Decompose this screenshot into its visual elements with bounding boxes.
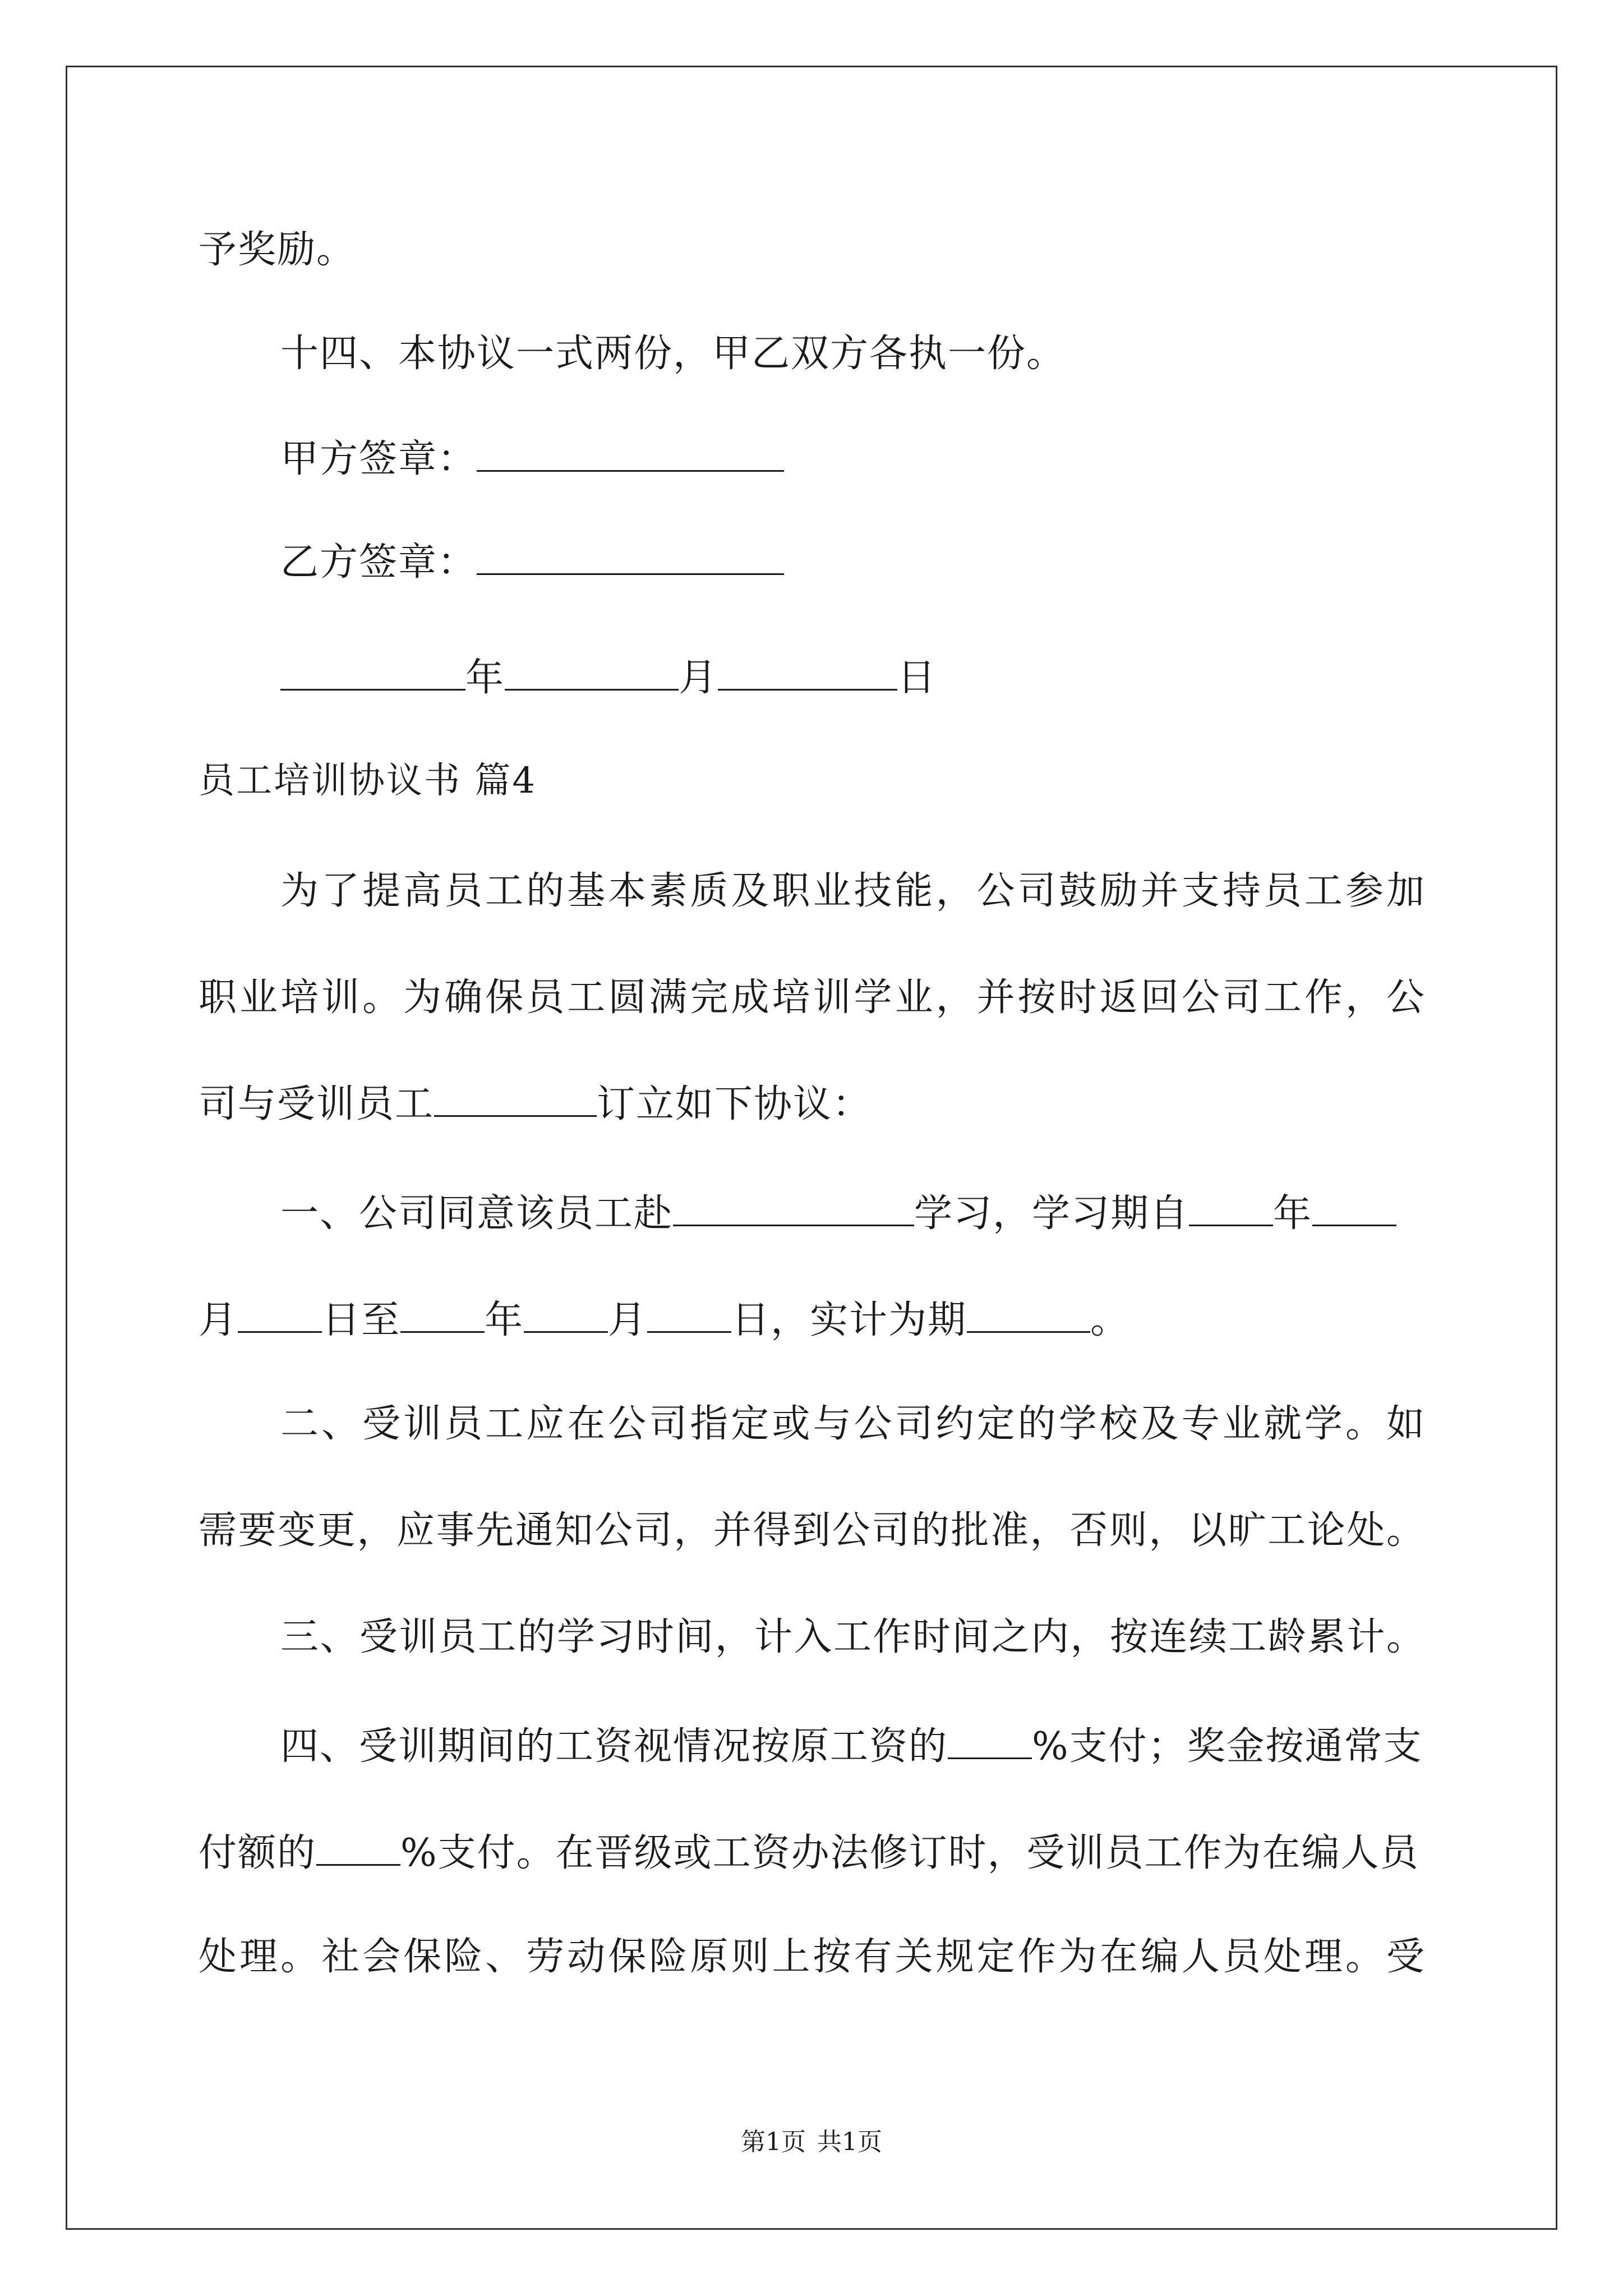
line-text: 十四、本协议一式两份，甲乙双方各执一份。: [280, 332, 1066, 376]
party-b-signature-blank[interactable]: [477, 541, 784, 575]
party-a-signature-label: 甲方签章：: [280, 437, 477, 481]
month-label: 月: [679, 656, 718, 700]
page-footer: [0, 2130, 1623, 2155]
text-line: [280, 332, 1066, 376]
duration-blank[interactable]: [967, 1299, 1090, 1333]
line-text: 月: [199, 1298, 238, 1342]
line-text: 日至: [322, 1298, 401, 1342]
line-text: 为了提高员工的基本素质及职业技能，公司鼓励并支持员工参加: [280, 869, 1424, 913]
year-blank[interactable]: [280, 656, 465, 691]
day-label: 日: [897, 656, 937, 700]
end-month-blank[interactable]: [524, 1299, 608, 1333]
line-text: %支付。在晋级或工资办法修订时，受训员工作为在编人员: [400, 1831, 1419, 1875]
line-text: 司与受训员工: [199, 1082, 435, 1126]
year-label: 年: [465, 656, 505, 700]
line-text: 二、受训员工应在公司指定或与公司约定的学校及专业就学。如: [280, 1402, 1424, 1446]
end-year-blank[interactable]: [400, 1299, 485, 1333]
line-text: 职业培训。为确保员工圆满完成培训学业，并按时返回公司工作，公: [199, 976, 1424, 1020]
line-text: 月: [608, 1298, 648, 1342]
text-line: [199, 976, 1424, 1020]
date-line: [280, 656, 937, 700]
bonus-percent-blank[interactable]: [316, 1832, 400, 1866]
text-line: [280, 869, 1424, 913]
party-b-signature-line: [280, 540, 784, 585]
line-text: 。: [1090, 1298, 1130, 1342]
text-line: [280, 1615, 1424, 1659]
employee-name-blank[interactable]: [434, 1083, 597, 1117]
line-text: 付额的: [199, 1831, 317, 1875]
start-month-blank[interactable]: [1312, 1192, 1396, 1226]
start-year-blank[interactable]: [1189, 1192, 1273, 1226]
line-text: 处理。社会保险、劳动保险原则上按有关规定作为在编人员处理。受: [199, 1935, 1424, 1979]
section-heading: 员工培训协议书 篇4: [199, 760, 537, 802]
line-text: 需要变更，应事先通知公司，并得到公司的批准，否则，以旷工论处。: [199, 1508, 1424, 1553]
text-line: [280, 1191, 1396, 1236]
line-text: 一、公司同意该员工赴: [280, 1191, 674, 1236]
text-line: [199, 1299, 1129, 1340]
day-blank[interactable]: [718, 656, 897, 691]
text-line: [199, 1083, 872, 1124]
line-text: 年: [485, 1298, 524, 1342]
page-number: 第1页: [741, 2128, 806, 2156]
party-a-signature-blank[interactable]: [477, 438, 784, 472]
text-line: [280, 1402, 1424, 1446]
line-text: 订立如下协议：: [597, 1082, 872, 1126]
line-text: 学习，学习期自: [914, 1191, 1189, 1236]
month-blank[interactable]: [505, 656, 679, 691]
start-day-blank[interactable]: [238, 1299, 322, 1333]
line-text: 四、受训期间的工资视情况按原工资的: [280, 1724, 948, 1769]
party-b-signature-label: 乙方签章：: [280, 540, 477, 585]
page-total: 共1页: [817, 2128, 882, 2156]
text-line: [199, 1508, 1424, 1553]
page-border: [66, 66, 1557, 2230]
salary-percent-blank[interactable]: [948, 1725, 1032, 1759]
text-line: [199, 1831, 1419, 1875]
text-line: [280, 1724, 1423, 1769]
text-line: [199, 1935, 1424, 1979]
line-text: 日，实计为期: [731, 1298, 967, 1342]
party-a-signature-line: [280, 437, 784, 481]
text-line: [199, 228, 356, 272]
line-text: 年: [1273, 1191, 1313, 1236]
line-text: 予奖励。: [199, 228, 356, 272]
end-day-blank[interactable]: [647, 1299, 731, 1333]
line-text: %支付；奖金按通常支: [1032, 1724, 1423, 1769]
training-place-blank[interactable]: [673, 1192, 914, 1226]
line-text: 三、受训员工的学习时间，计入工作时间之内，按连续工龄累计。: [280, 1615, 1424, 1659]
